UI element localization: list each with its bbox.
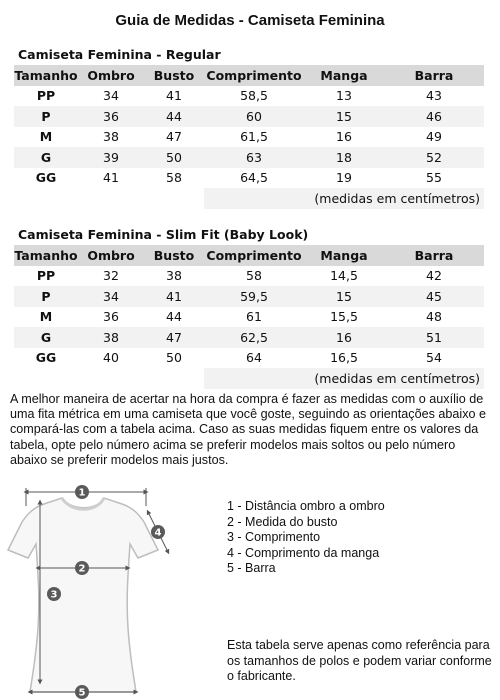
table-cell: 32: [103, 268, 119, 284]
table-cell: 50: [144, 147, 204, 168]
table-cell: 15: [304, 286, 384, 307]
table-cell: 38: [78, 327, 144, 348]
badge-3: [47, 587, 61, 601]
header-bust: Busto: [144, 245, 204, 266]
table-row: [14, 127, 484, 148]
header-hem: Barra: [384, 65, 484, 86]
table-cell: 45: [384, 286, 484, 307]
table-cell: 13: [336, 88, 352, 104]
header-size: Tamanho: [14, 65, 78, 86]
table-header-row: [14, 65, 484, 86]
blank-cell: [14, 188, 204, 209]
header-size: Tamanho: [14, 245, 78, 266]
legend-item: 5 - Barra: [227, 561, 276, 575]
reference-note: Esta tabela serve apenas como referência para os tamanhos de polos e podem variar conforme o fabricante.: [227, 638, 492, 683]
badge-2-label: 2: [78, 563, 86, 575]
page-title: Guia de Medidas - Camiseta Feminina: [115, 12, 385, 29]
size-cell: PP: [36, 268, 56, 284]
badge-1: [75, 485, 89, 499]
header-bust: Busto: [144, 65, 204, 86]
units-note-row: [14, 368, 484, 389]
slim-table-title: Camiseta Feminina - Slim Fit (Baby Look): [18, 227, 309, 242]
measure-legend: [227, 499, 385, 577]
table-row: [14, 147, 484, 168]
table-cell: 16: [304, 327, 384, 348]
size-cell: PP: [36, 88, 56, 104]
badge-1-label: 1: [78, 487, 86, 499]
table-cell: 58: [246, 268, 262, 284]
header-length: Comprimento: [204, 245, 304, 266]
table-cell: 41: [166, 88, 182, 104]
table-row: [14, 307, 484, 328]
table-cell: 59,5: [204, 286, 304, 307]
slim-size-table: [14, 245, 484, 389]
legend-item: 2 - Medida do busto: [227, 514, 338, 529]
table-cell: 44: [166, 309, 182, 325]
table-cell: 43: [426, 88, 442, 104]
regular-table-title: Camiseta Feminina - Regular: [18, 47, 221, 62]
legend-item: 1 - Distância ombro a ombro: [227, 499, 385, 513]
tshirt-measure-illustration: [0, 478, 200, 700]
table-cell: 61,5: [240, 129, 268, 145]
table-row: [14, 86, 484, 107]
table-row: [14, 327, 484, 348]
table-cell: 14,5: [330, 268, 358, 284]
table-row: [14, 286, 484, 307]
table-cell: 38: [166, 268, 182, 284]
table-row: [14, 266, 484, 287]
table-cell: 42: [426, 268, 442, 284]
size-cell: GG: [35, 170, 57, 186]
table-cell: 46: [384, 106, 484, 127]
blank-cell: [14, 368, 204, 389]
units-note: (medidas em centímetros): [204, 188, 484, 209]
table-cell: 52: [384, 147, 484, 168]
header-length: Comprimento: [204, 65, 304, 86]
size-cell: P: [14, 106, 78, 127]
table-header-row: [14, 245, 484, 266]
header-shoulder: Ombro: [78, 245, 144, 266]
table-cell: 36: [103, 309, 119, 325]
size-cell: GG: [35, 350, 57, 366]
table-cell: 34: [78, 286, 144, 307]
table-cell: 47: [166, 129, 182, 145]
units-note: (medidas em centímetros): [204, 368, 484, 389]
legend-item: 3 - Comprimento: [227, 530, 321, 544]
instructions-paragraph: A melhor maneira de acertar na hora da compra é fazer as medidas com o auxílio de uma fita métrica em uma camiseta que você goste, seguindo as orientações abaixo e compará-las com a tabela acima. Caso as suas medidas fiquem entre os valores da tabela, opte pelo número acima se preferir modelos mais soltos ou pelo número abaixo se preferir modelos mais justos.: [10, 392, 487, 467]
table-cell: 15,5: [330, 309, 358, 325]
table-cell: 55: [426, 170, 442, 186]
table-cell: 40: [103, 350, 119, 366]
table-cell: 36: [78, 106, 144, 127]
table-cell: 44: [144, 106, 204, 127]
table-cell: 41: [144, 286, 204, 307]
table-cell: 38: [103, 129, 119, 145]
table-cell: 58: [166, 170, 182, 186]
table-cell: 64,5: [240, 170, 268, 186]
table-cell: 19: [336, 170, 352, 186]
table-cell: 41: [103, 170, 119, 186]
badge-5-label: 5: [78, 687, 86, 699]
table-cell: 62,5: [204, 327, 304, 348]
header-hem: Barra: [384, 245, 484, 266]
size-cell: P: [14, 286, 78, 307]
table-cell: 50: [166, 350, 182, 366]
table-cell: 61: [246, 309, 262, 325]
table-cell: 47: [144, 327, 204, 348]
size-cell: M: [39, 129, 53, 145]
table-cell: 60: [204, 106, 304, 127]
size-cell: G: [14, 147, 78, 168]
header-sleeve: Manga: [304, 245, 384, 266]
table-row: [14, 348, 484, 369]
table-cell: 58,5: [240, 88, 268, 104]
table-cell: 48: [426, 309, 442, 325]
badge-4: [151, 525, 165, 539]
badge-3-label: 3: [50, 589, 58, 601]
table-cell: 16,5: [330, 350, 358, 366]
header-sleeve: Manga: [304, 65, 384, 86]
regular-size-table: [14, 65, 484, 209]
badge-4-label: 4: [154, 527, 162, 539]
table-cell: 51: [384, 327, 484, 348]
table-cell: 39: [78, 147, 144, 168]
table-cell: 18: [304, 147, 384, 168]
badge-5: [75, 685, 89, 699]
table-row: [14, 168, 484, 189]
table-cell: 49: [426, 129, 442, 145]
table-cell: 63: [204, 147, 304, 168]
size-cell: M: [39, 309, 53, 325]
header-shoulder: Ombro: [78, 65, 144, 86]
table-cell: 15: [304, 106, 384, 127]
units-note-row: [14, 188, 484, 209]
legend-item: 4 - Comprimento da manga: [227, 545, 380, 560]
table-cell: 64: [246, 350, 262, 366]
table-cell: 34: [103, 88, 119, 104]
table-cell: 54: [426, 350, 442, 366]
table-row: [14, 106, 484, 127]
badge-2: [75, 561, 89, 575]
table-cell: 16: [336, 129, 352, 145]
size-cell: G: [14, 327, 78, 348]
tshirt-outline: [8, 498, 158, 692]
